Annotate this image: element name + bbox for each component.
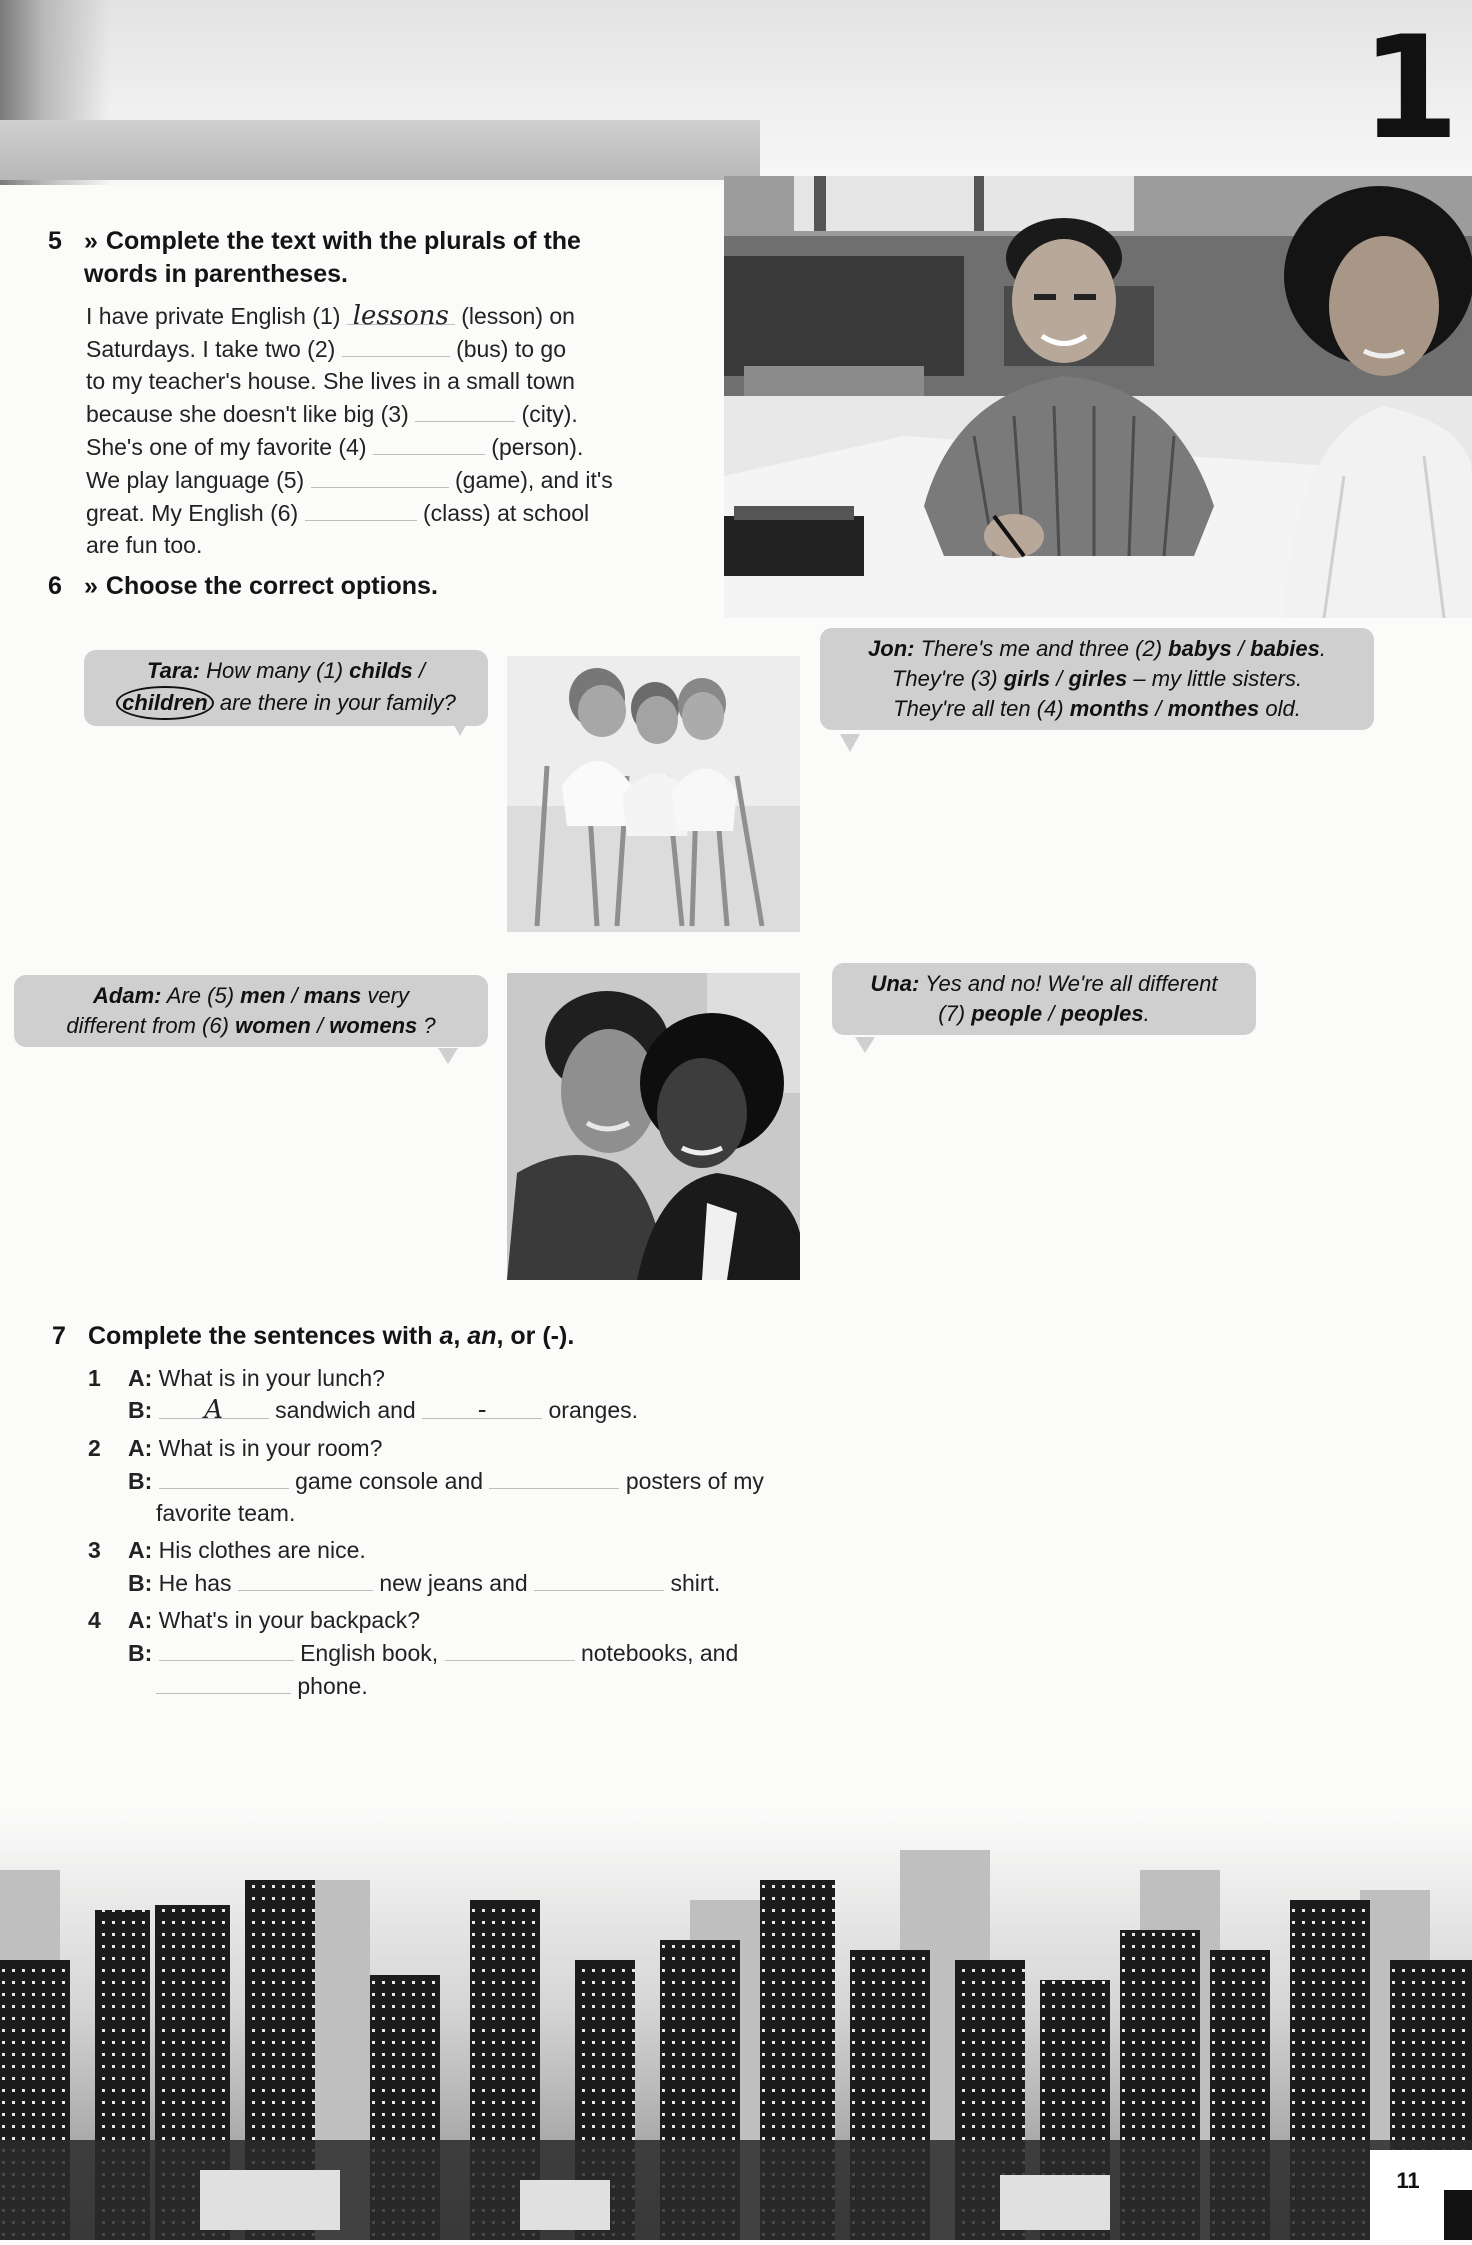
ex7-item-4-blank-2[interactable]: [445, 1636, 575, 1661]
ex7-item-1-blank-1[interactable]: A: [159, 1394, 269, 1419]
ex7-item-4-blank-1[interactable]: [159, 1636, 294, 1661]
jon-text-3: They're all ten (4): [893, 696, 1064, 721]
tara-slash: /: [418, 658, 425, 683]
ex7-item-1-blank-2[interactable]: -: [422, 1394, 542, 1419]
exercise-5-text: [86, 300, 686, 561]
adam-text-2: different from (6): [66, 1013, 229, 1038]
ex7-item-2-label-b: B:: [128, 1468, 153, 1494]
ex5-line-5: [86, 430, 686, 463]
jon-text-2b: – my little sisters.: [1133, 666, 1303, 691]
ex5-line-2: [86, 332, 686, 365]
exercise-5-number: 5: [48, 227, 62, 255]
tara-bubble-tail: [450, 718, 470, 736]
ex5-line-3: to my teacher's house. She lives in a small town: [86, 368, 575, 394]
tara-speaker: Tara:: [147, 658, 200, 683]
una-dot: .: [1143, 1001, 1150, 1026]
ex5-line-5-start: She's one of my favorite (4): [86, 434, 367, 460]
ex7-item-2-question: What is in your room?: [158, 1435, 383, 1461]
ex7-item-2-end: posters of my: [625, 1468, 764, 1494]
exercise-6-number: 6: [48, 572, 62, 600]
exercise-5-instruction-line2: words in parentheses.: [84, 260, 348, 288]
ex5-line-4-end: (city).: [521, 401, 578, 427]
exercise-7-instruction: Complete the sentences with: [88, 1322, 433, 1350]
ex7-item-1-mid: sandwich and: [275, 1397, 416, 1423]
ex7-item-2-continuation: favorite team.: [156, 1500, 296, 1526]
adam-speech-bubble: [14, 975, 488, 1047]
option-mans[interactable]: mans: [303, 983, 362, 1008]
ex7-item-2-mid: game console and: [295, 1468, 484, 1494]
ex7-item-2-number: 2: [88, 1435, 101, 1461]
exercise-6-instruction: Choose the correct options.: [105, 572, 438, 600]
ex5-line-7-start: great. My English (6): [86, 500, 299, 526]
ex7-item-3-question: His clothes are nice.: [158, 1537, 366, 1563]
ex7-item-1-question: What is in your lunch?: [158, 1365, 385, 1391]
option-girls[interactable]: girls: [1003, 666, 1051, 691]
option-people[interactable]: people: [971, 1001, 1043, 1026]
ex5-line-1-end: (lesson) on: [461, 303, 575, 329]
page-corner-mark: [1444, 2190, 1472, 2240]
ex7-item-3: [88, 1534, 828, 1599]
una-slash: /: [1048, 1001, 1055, 1026]
ex7-item-3-end: shirt.: [670, 1570, 721, 1596]
jon-text-1: There's me and three (2): [920, 636, 1163, 661]
ex7-item-2-blank-1[interactable]: [159, 1464, 289, 1489]
ex7-comma: ,: [453, 1322, 461, 1350]
ex7-item-1: [88, 1362, 828, 1426]
option-monthes[interactable]: monthes: [1167, 696, 1260, 721]
jon-slash-3: /: [1155, 696, 1162, 721]
student-teacher-photo: [724, 176, 1472, 618]
ex5-line-2-end: (bus) to go: [456, 336, 567, 362]
option-women[interactable]: women: [235, 1013, 311, 1038]
ex7-item-3-label-a: A:: [128, 1537, 153, 1563]
city-skyline-image: [0, 1810, 1472, 2240]
ex5-line-2-start: Saturdays. I take two (2): [86, 336, 336, 362]
ex7-option-an: an: [467, 1322, 497, 1350]
una-speech-bubble: [832, 963, 1256, 1035]
option-children-circled[interactable]: children: [116, 686, 214, 720]
ex7-option-dash: (-).: [542, 1322, 575, 1350]
exercise-6-heading: [48, 570, 688, 603]
tara-text-1: How many (1): [206, 658, 344, 683]
ex5-line-7: [86, 496, 686, 529]
ex7-item-3-label-b: B:: [128, 1570, 153, 1596]
ex7-item-4-continuation: phone.: [297, 1673, 368, 1699]
answer-blank-5[interactable]: [311, 463, 449, 488]
jon-text-2: They're (3): [891, 666, 998, 691]
ex5-line-4: [86, 397, 686, 430]
ex5-line-5-end: (person).: [491, 434, 584, 460]
ex7-item-1-label-a: A:: [128, 1365, 153, 1391]
ex5-line-7-end: (class) at school: [422, 500, 590, 526]
jon-text-3b: old.: [1265, 696, 1301, 721]
tara-speech-bubble: [84, 650, 488, 726]
couple-illustration: [507, 973, 800, 1280]
option-babys[interactable]: babys: [1168, 636, 1232, 661]
ex5-line-4-start: because she doesn't like big (3): [86, 401, 409, 427]
ex5-line-6-start: We play language (5): [86, 467, 305, 493]
ex5-line-1-start: I have private English (1): [86, 303, 341, 329]
una-text-1: Yes and no! We're all different: [925, 971, 1218, 996]
ex7-item-3-number: 3: [88, 1537, 101, 1563]
ex7-item-2-label-a: A:: [128, 1435, 153, 1461]
exercise-6-arrows-icon: »: [84, 572, 98, 600]
student-teacher-illustration: [724, 176, 1472, 618]
ex7-item-4-label-a: A:: [128, 1607, 153, 1633]
ex7-or: , or: [496, 1322, 536, 1350]
ex7-item-4-mid: English book,: [300, 1640, 439, 1666]
option-babies[interactable]: babies: [1250, 636, 1320, 661]
ex7-item-2: [88, 1432, 828, 1529]
exercise-5-arrows-icon: »: [84, 227, 98, 255]
exercise-7-heading: [52, 1320, 852, 1353]
answer-blank-2[interactable]: [342, 332, 450, 357]
adam-slash-2: /: [317, 1013, 324, 1038]
answer-blank-1[interactable]: lessons: [347, 300, 455, 325]
header-strip: [0, 120, 760, 180]
exercise-7-number: 7: [52, 1322, 66, 1350]
ex7-item-4-label-b: B:: [128, 1640, 153, 1666]
tara-text-2: are there in your family?: [219, 690, 456, 715]
option-womens[interactable]: womens: [329, 1013, 418, 1038]
ex7-item-3-mid: new jeans and: [379, 1570, 528, 1596]
jon-speech-bubble: [820, 628, 1374, 730]
option-girles[interactable]: girles: [1068, 666, 1128, 691]
una-text-2: (7): [938, 1001, 966, 1026]
jon-speaker: Jon:: [868, 636, 915, 661]
una-bubble-tail: [855, 1037, 875, 1053]
option-childs[interactable]: childs: [349, 658, 413, 683]
jon-slash-2: /: [1056, 666, 1063, 691]
ex7-item-4-number: 4: [88, 1607, 101, 1633]
option-peoples[interactable]: peoples: [1060, 1001, 1144, 1026]
ex7-item-2-blank-2[interactable]: [489, 1464, 619, 1489]
couple-photo: [507, 973, 800, 1280]
jon-bubble-tail: [840, 734, 860, 752]
jon-slash-1: /: [1237, 636, 1244, 661]
adam-speaker: Adam:: [93, 983, 162, 1008]
ex7-item-4-end: notebooks, and: [580, 1640, 739, 1666]
exercise-5-heading: [48, 225, 688, 291]
unit-number: 1: [1360, 6, 1460, 171]
answer-blank-3[interactable]: [415, 397, 515, 422]
ex5-line-1: [86, 300, 686, 332]
ex7-item-3-start: He has: [158, 1570, 232, 1596]
adam-text-1b: very: [367, 983, 409, 1008]
ex7-option-a: a: [439, 1322, 454, 1350]
exercise-5-instruction-line1: Complete the text with the plurals of the: [105, 227, 581, 255]
jon-dot: .: [1319, 636, 1326, 661]
answer-blank-4[interactable]: [373, 430, 485, 455]
skyline-illustration: [0, 1810, 1472, 2240]
answer-blank-6[interactable]: [305, 496, 417, 521]
page-number: 11: [1396, 2168, 1420, 2193]
ex7-item-3-blank-2[interactable]: [534, 1566, 664, 1591]
ex5-line-6-end: (game), and it's: [455, 467, 613, 493]
ex7-item-4: [88, 1604, 828, 1702]
ex5-line-8: are fun too.: [86, 532, 203, 558]
ex7-item-1-label-b: B:: [128, 1397, 153, 1423]
ex7-item-3-blank-1[interactable]: [238, 1566, 373, 1591]
ex7-item-1-number: 1: [88, 1365, 101, 1391]
adam-bubble-tail: [438, 1048, 458, 1064]
ex7-item-4-question: What's in your backpack?: [158, 1607, 421, 1633]
ex5-line-6: [86, 463, 686, 496]
adam-text-1: Are (5): [166, 983, 235, 1008]
babies-illustration: [507, 656, 800, 932]
option-months[interactable]: months: [1069, 696, 1150, 721]
adam-slash-1: /: [291, 983, 298, 1008]
ex7-item-4-blank-3[interactable]: [156, 1669, 291, 1694]
option-men[interactable]: men: [240, 983, 286, 1008]
adam-question-mark: ?: [423, 1013, 436, 1038]
babies-photo: [507, 656, 800, 932]
una-speaker: Una:: [870, 971, 920, 996]
ex7-item-1-end: oranges.: [548, 1397, 639, 1423]
